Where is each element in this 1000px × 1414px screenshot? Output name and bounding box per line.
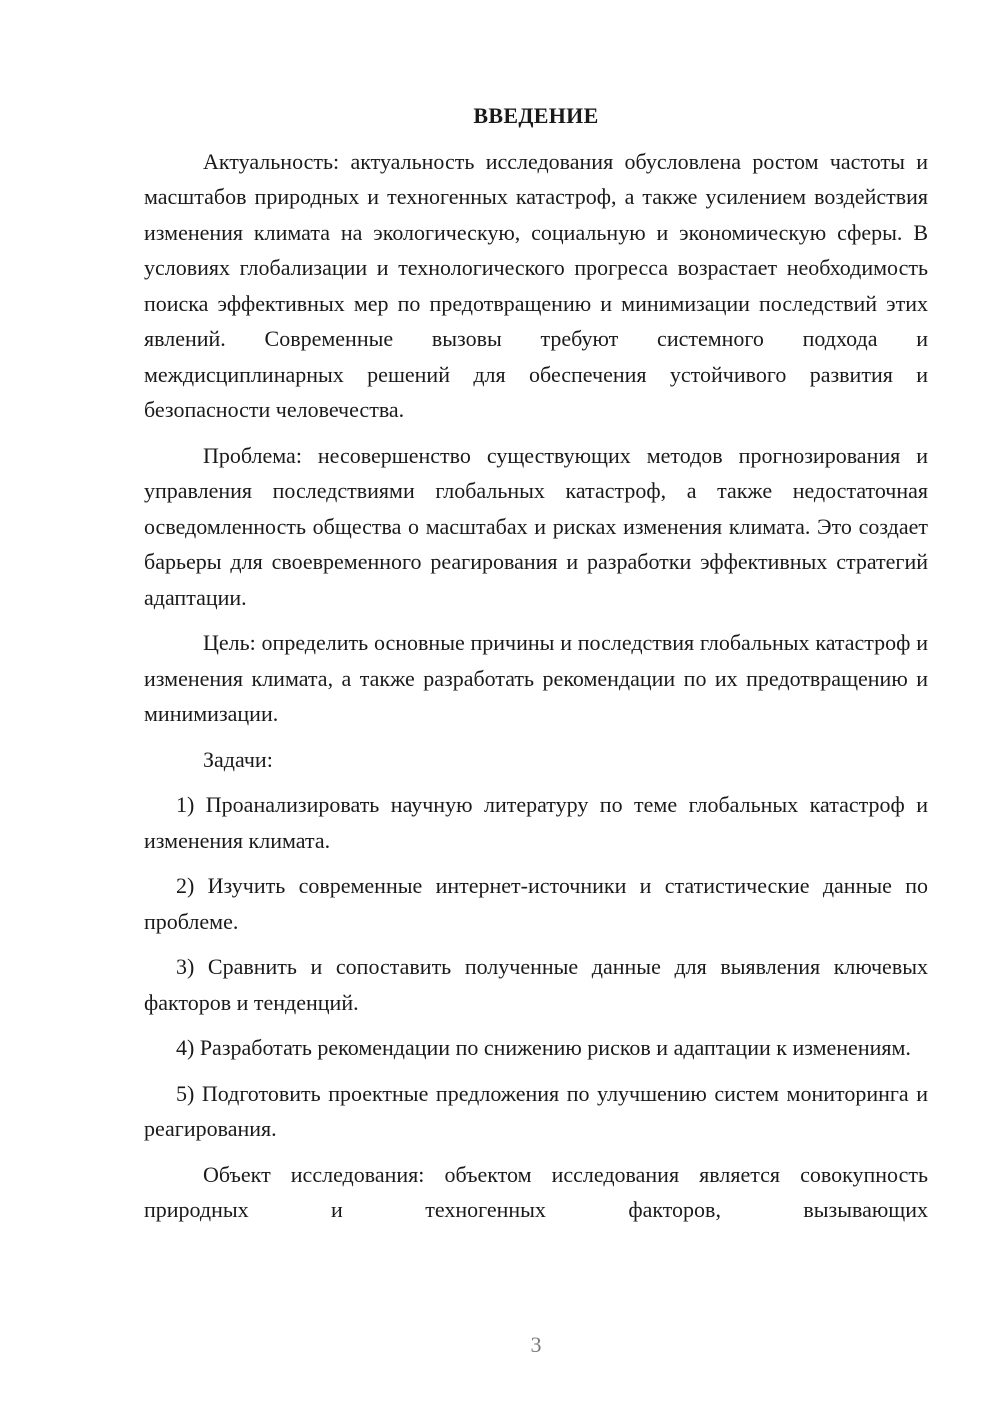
page-content (144, 98, 928, 1238)
paragraph-problem: Проблема: несовершенство существующих методов прогнозирования и управления последствиями глобальных катастроф, а также недостаточная осведомленность общества о масштабах и рисках изменения климата. Это создает барьеры для своевременного реагирования и разработки эффективных стратегий адаптации. (144, 442, 928, 610)
paragraph-goal: Цель: определить основные причины и последствия глобальных катастроф и изменения климата, а также разработать рекомендации по их предотвращению и минимизации. (144, 630, 928, 726)
paragraph-relevance: Актуальность: актуальность исследования обусловлена ростом частоты и масштабов природных и техногенных катастроф, а также усилением воздействия изменения климата на экологическую, социальную и экономическую сферы. В условиях глобализации и технологического прогресса возрастает необходимость поиска эффективных мер по предотвращению и минимизации последствий этих явлений. Современные вызовы требуют системного подхода и междисциплинарных решений для обеспечения устойчивого развития и безопасности человечества. (144, 148, 928, 422)
paragraph-object: Объект исследования: объектом исследования является совокупность природных и техногенных факторов, вызывающих (144, 1161, 928, 1222)
tasks-list (144, 787, 928, 1147)
task-item: 1) Проанализировать научную литературу по теме глобальных катастроф и изменения климата. (144, 792, 928, 853)
task-item: 2) Изучить современные интернет-источники и статистические данные по проблеме. (144, 873, 928, 934)
section-title: ВВЕДЕНИЕ (473, 103, 599, 128)
task-item: 5) Подготовить проектные предложения по улучшению систем мониторинга и реагирования. (144, 1080, 928, 1141)
page-number: 3 (530, 1332, 542, 1357)
tasks-heading: Задачи: (203, 746, 273, 772)
task-item: 4) Разработать рекомендации по снижению рисков и адаптации к изменениям. (176, 1035, 911, 1060)
task-item: 3) Сравнить и сопоставить полученные данные для выявления ключевых факторов и тенденций. (144, 954, 928, 1015)
